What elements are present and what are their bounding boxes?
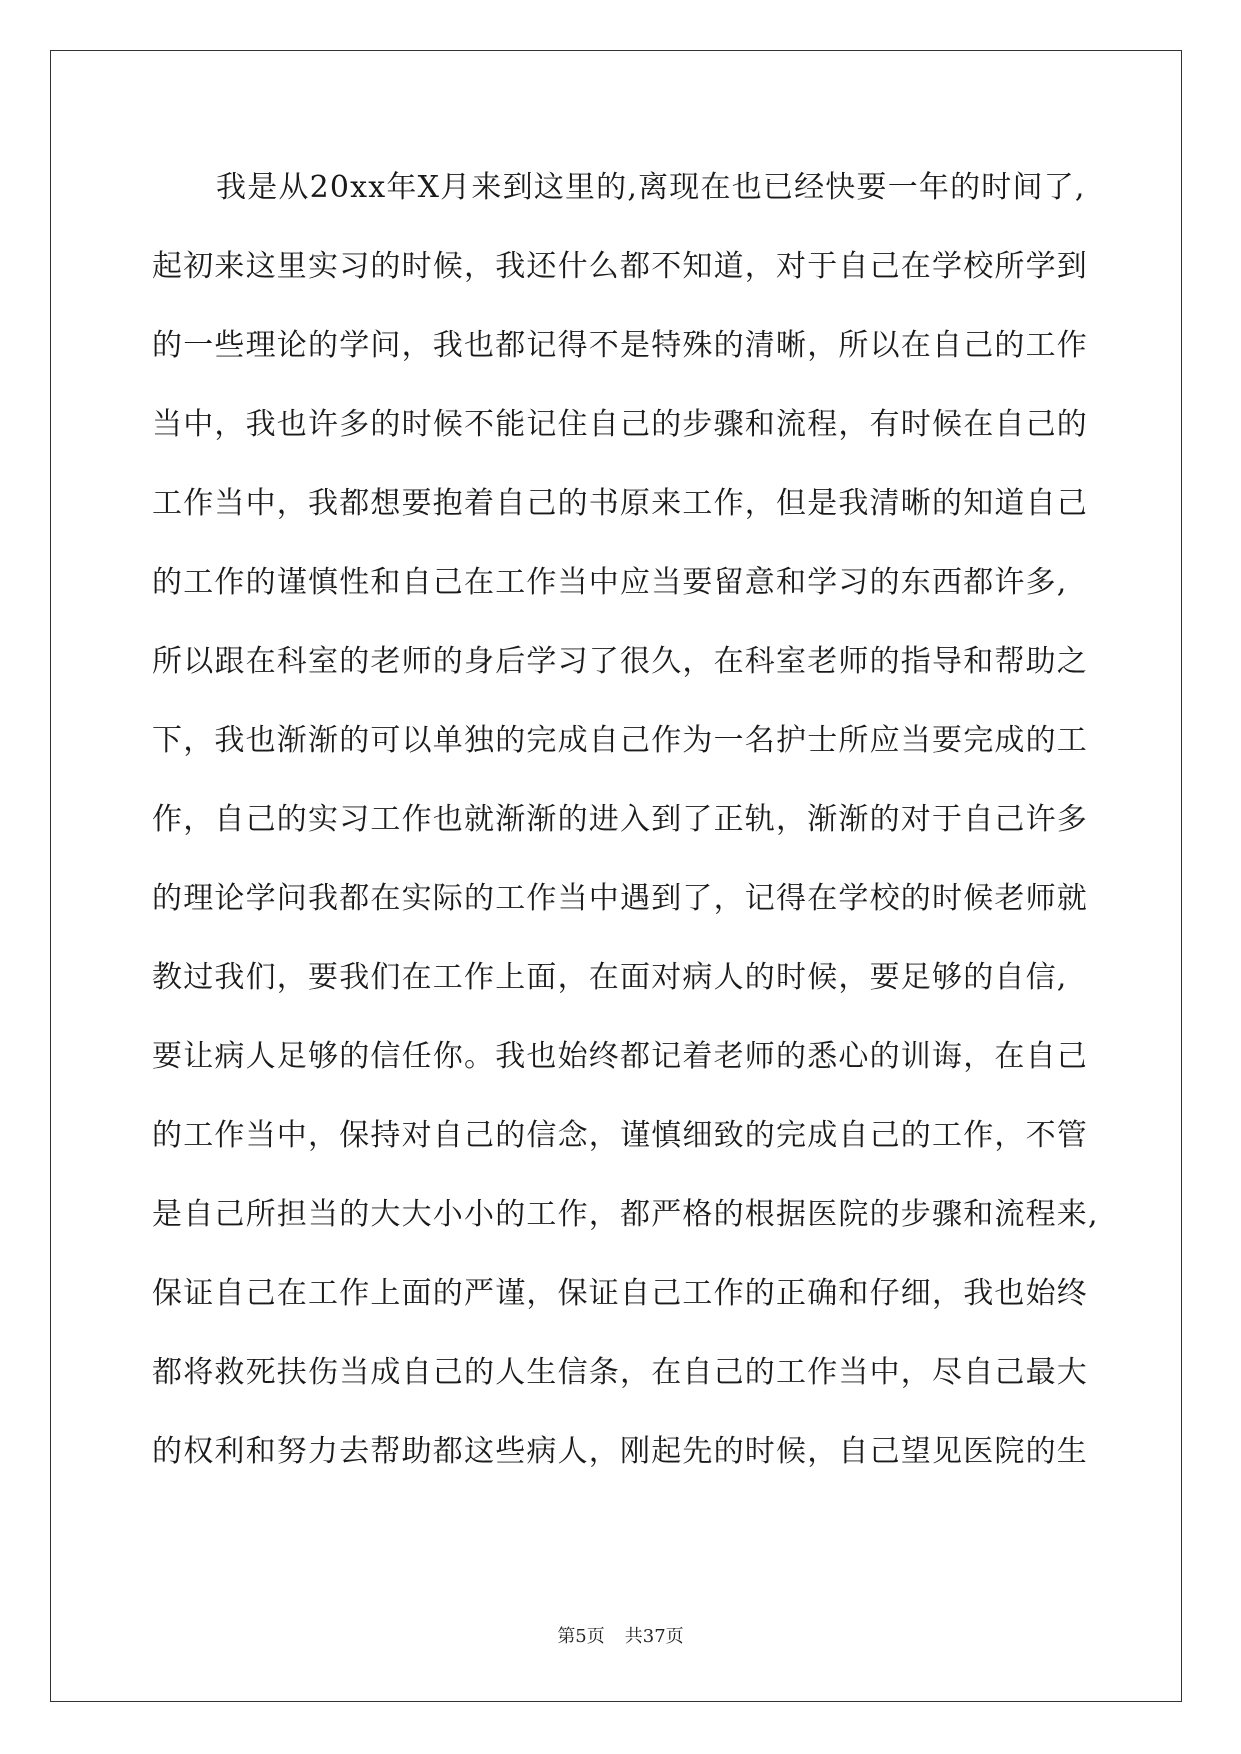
text-line: 的工作的谨慎性和自己在工作当中应当要留意和学习的东西都许多, bbox=[152, 565, 1068, 600]
page-number: 第5页 bbox=[557, 1626, 605, 1647]
text-line: 保证自己在工作上面的严谨，保证自己工作的正确和仔细，我也始终 bbox=[152, 1276, 1088, 1311]
text-line: 是自己所担当的大大小小的工作，都严格的根据医院的步骤和流程来, bbox=[152, 1197, 1099, 1232]
page-total: 共37页 bbox=[624, 1626, 684, 1647]
text-line: 的工作当中，保持对自己的信念，谨慎细致的完成自己的工作，不管 bbox=[152, 1118, 1088, 1153]
text-line: 作，自己的实习工作也就渐渐的进入到了正轨，渐渐的对于自己许多 bbox=[152, 802, 1088, 837]
text-line: 教过我们，要我们在工作上面，在面对病人的时候，要足够的自信, bbox=[152, 960, 1068, 995]
text-line: 要让病人足够的信任你。我也始终都记着老师的悉心的训诲，在自己 bbox=[152, 1039, 1088, 1074]
text-line: 的权利和努力去帮助都这些病人，刚起先的时候，自己望见医院的生 bbox=[152, 1434, 1088, 1469]
text-line: 的理论学问我都在实际的工作当中遇到了，记得在学校的时候老师就 bbox=[152, 881, 1088, 916]
text-line: 所以跟在科室的老师的身后学习了很久，在科室老师的指导和帮助之 bbox=[152, 644, 1088, 679]
text-line: 工作当中，我都想要抱着自己的书原来工作，但是我清晰的知道自己 bbox=[152, 486, 1088, 521]
page-footer bbox=[0, 1622, 1241, 1648]
text-line: 下，我也渐渐的可以单独的完成自己作为一名护士所应当要完成的工 bbox=[152, 723, 1088, 758]
text-line: 当中，我也许多的时候不能记住自己的步骤和流程，有时候在自己的 bbox=[152, 407, 1088, 442]
text-line: 都将救死扶伤当成自己的人生信条，在自己的工作当中，尽自己最大 bbox=[152, 1355, 1088, 1390]
document-body bbox=[152, 166, 1099, 1509]
text-line: 我是从20xx年X月来到这里的,离现在也已经快要一年的时间了, bbox=[216, 170, 1086, 205]
text-line: 的一些理论的学问，我也都记得不是特殊的清晰，所以在自己的工作 bbox=[152, 328, 1088, 363]
text-line: 起初来这里实习的时候，我还什么都不知道，对于自己在学校所学到 bbox=[152, 249, 1088, 284]
